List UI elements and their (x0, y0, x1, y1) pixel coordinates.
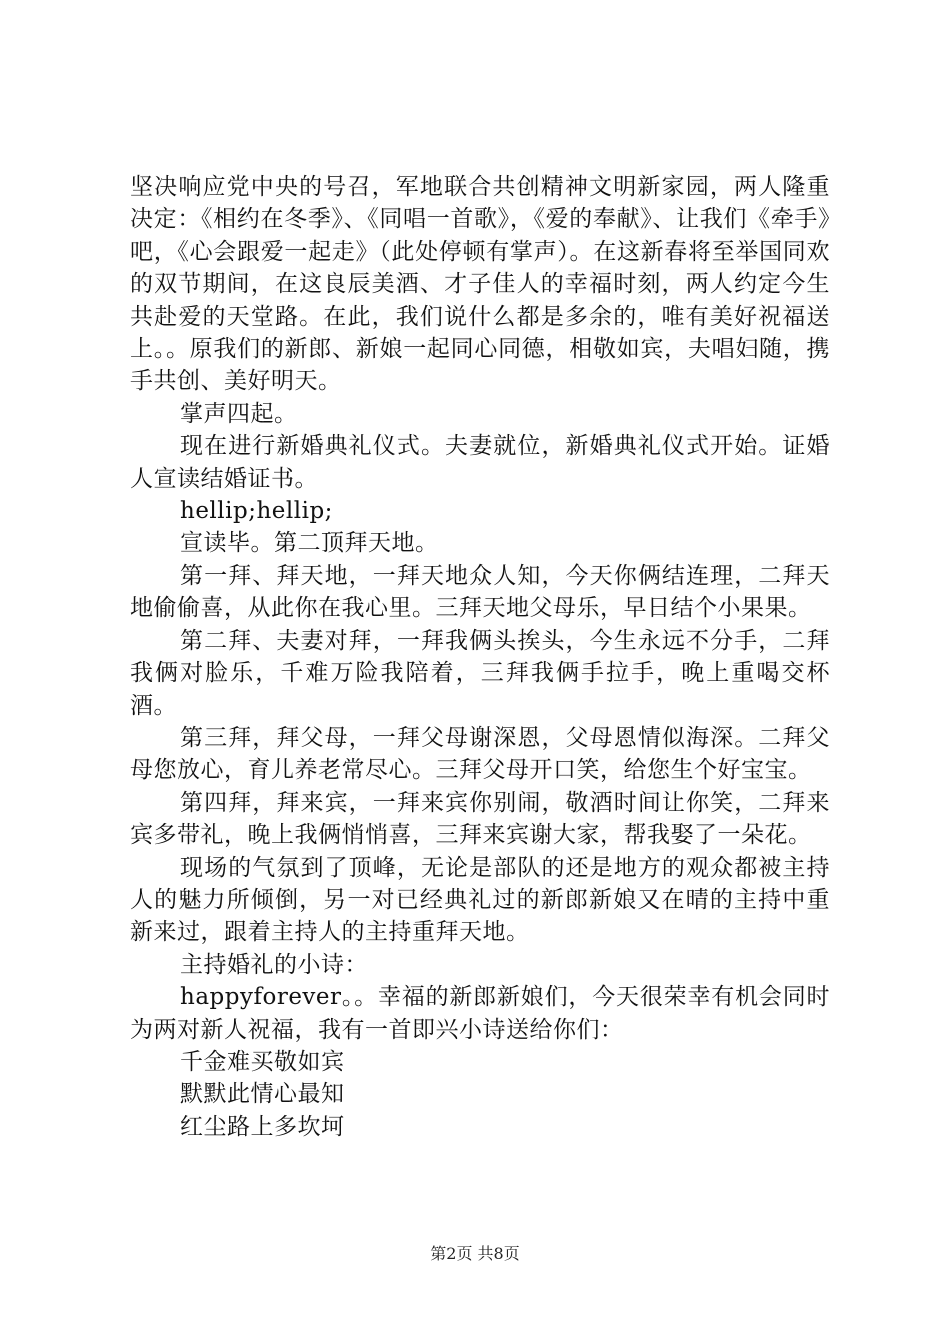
paragraph: 现场的气氛到了顶峰，无论是部队的还是地方的观众都被主持人的魅力所倾倒，另一对已经典礼过的新郎新娘又在晴的主持中重新来过，跟着主持人的主持重拜天地。 (130, 854, 830, 946)
poem-line: 默默此情心最知 (180, 1081, 345, 1108)
paragraph: 宣读毕。第二顶拜天地。 (180, 530, 439, 557)
paragraph: 现在进行新婚典礼仪式。夫妻就位，新婚典礼仪式开始。证婚人宣读结婚证书。 (130, 433, 830, 492)
paragraph: 第二拜、夫妻对拜，一拜我俩头挨头，今生永远不分手，二拜我俩对脸乐，千难万险我陪着，三拜我俩手拉手，晚上重喝交杯酒。 (130, 627, 830, 719)
paragraph: 掌声四起。 (180, 400, 298, 427)
paragraph: 第四拜，拜来宾，一拜来宾你别闹，敬酒时间让你笑，二拜来宾多带礼，晚上我俩悄悄喜，三拜来宾谢大家，帮我娶了一朵花。 (130, 789, 830, 849)
paragraph: happyforever。。幸福的新郎新娘们，今天很荣幸有机会同时为两对新人祝福，我有一首即兴小诗送给你们： (130, 984, 830, 1043)
paragraph: hellip;hellip; (180, 498, 333, 525)
page-footer: 第2页 共8页 (430, 1244, 520, 1263)
paragraph: 第一拜、拜天地，一拜天地众人知，今天你俩结连理，二拜天地偷偷喜，从此你在我心里。三拜天地父母乐，早日结个小果果。 (130, 562, 830, 622)
poem-line: 千金难买敬如宾 (180, 1048, 345, 1075)
paragraph: 第三拜，拜父母，一拜父母谢深恩，父母恩情似海深。二拜父母您放心，育儿养老常尽心。三拜父母开口笑，给您生个好宝宝。 (130, 724, 830, 784)
paragraph: 主持婚礼的小诗： (180, 951, 368, 978)
paragraph-continued: 坚决响应党中央的号召，军地联合共创精神文明新家园，两人隆重决定：《相约在冬季》、《同唱一首歌》，《爱的奉献》、让我们《牵手》吧，《心会跟爱一起走》（此处停顿有掌声）。在这新春将至举国同欢的双节期间，在这良辰美酒、才子佳人的幸福时刻，两人约定今生共赴爱的天堂路。在此，我们说什么都是多余的，唯有美好祝福送上。。原我们的新郎、新娘一起同心同德，相敬如宾，夫唱妇随，携手共创、美好明天。 (130, 174, 830, 395)
poem-line: 红尘路上多坎坷 (180, 1113, 345, 1140)
document-body (130, 171, 830, 1143)
